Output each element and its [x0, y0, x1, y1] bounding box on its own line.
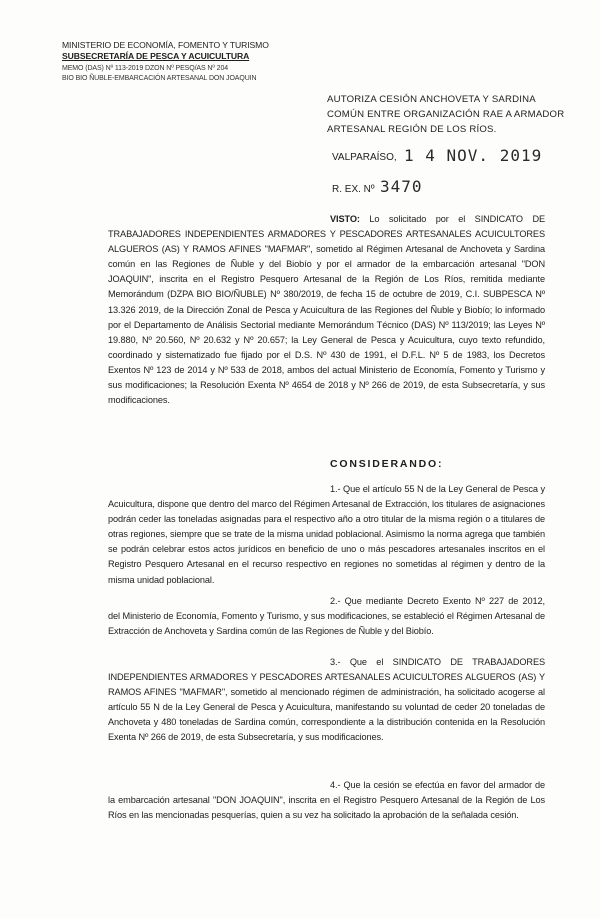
resolution-label: R. EX. Nº — [332, 184, 375, 195]
date-stamp: 1 4 NOV. 2019 — [404, 146, 543, 165]
visto-paragraph — [108, 212, 545, 408]
memo-reference: MEMO (DAS) Nº 113-2019 DZON Nº PESQ/AS Nº 204 — [62, 65, 229, 72]
page-footer-edge — [0, 908, 600, 918]
considerando-item-3: 3.- Que el SINDICATO DE TRABAJADORES INDEPENDIENTES ARMADORES Y PESCADORES ARTESANALES ACUICULTORES ALGUEROS (AS) Y RAMOS AFINES "MAFMAR", sometido al mencionado régimen de administración, ha solicitado acogerse al artículo 55 N de la Ley General de Pesca y Acuicultura, manifestando su voluntad de ceder 20 toneladas de Anchoveta y 480 toneladas de Sardina común, correspondiente a la distribución contenida en la Resolución Exenta Nº 266 de 2019, de esta Subsecretaría, y sus modificaciones. — [108, 657, 545, 743]
considerando-item-4: 4.- Que la cesión se efectúa en favor del armador de la embarcación artesanal "DON JOAQUIN", inscrita en el Registro Pesquero Artesanal de la Región de Los Ríos en las mencionadas pesquerías, quien a su vez ha solicitado la aprobación de la señalada cesión. — [108, 780, 545, 821]
considerando-item-2: 2.- Que mediante Decreto Exento Nº 227 de 2012, del Ministerio de Economía, Fomento y Turismo, y sus modificaciones, se estableció el Régimen Artesanal de Extracción de Anchoveta y Sardina común de las Regiones de Ñuble y del Biobío. — [108, 596, 545, 637]
considerando-heading: CONSIDERANDO: — [330, 458, 444, 470]
resolution-subject: AUTORIZA CESIÓN ANCHOVETA Y SARDINA COMÚN ENTRE ORGANIZACIÓN RAE A ARMADOR ARTESANAL REGIÓN DE LOS RÍOS. — [327, 94, 565, 135]
subsecretaria-name: SUBSECRETARÍA DE PESCA Y ACUICULTURA — [62, 51, 250, 61]
visto-text: Lo solicitado por el SINDICATO DE TRABAJADORES INDEPENDIENTES ARMADORES Y PESCADORES ARTESANALES ACUICULTORES ALGUEROS (AS) Y RAMOS AFINES "MAFMAR", sometido al Régimen Artesanal de Anchoveta y Sardina común en las Regiones de Ñuble y del Biobío y por el armador de la embarcación artesanal "DON JOAQUIN", inscrita en el Registro Pesquero Artesanal de la Región de Los Ríos, remitida mediante Memorándum (DZPA BIO BIO/ÑUBLE) Nº 380/2019, de fecha 15 de octubre de 2019, C.I. SUBPESCA Nº 13.326 2019, de la Dirección Zonal de Pesca y Acuicultura de las Regiones del Ñuble y Biobío; lo informado por el Departamento de Análisis Sectorial mediante Memorándum Técnico (DAS) Nº 113/2019; las Leyes Nº 19.880, Nº 20.560, Nº 20.632 y Nº 20.657; la Ley General de Pesca y Acuicultura, cuyo texto refundido, coordinado y sistematizado fue fijado por el D.S. Nº 430 de 1991, el D.F.L. Nº 5 de 1983, los Decretos Exentos Nº 123 de 2014 y Nº 533 de 2018, ambos del actual Ministerio de Economía, Fomento y Turismo y sus modificaciones; la Resolución Exenta Nº 4654 de 2018 y Nº 266 de 2019, de esta Subsecretaría, y sus modificaciones. — [108, 214, 546, 406]
resolution-number: 3470 — [380, 177, 423, 196]
visto-label: VISTO: — [330, 214, 360, 224]
ministry-name: MINISTERIO DE ECONOMÍA, FOMENTO Y TURISMO — [62, 40, 269, 50]
file-reference: BIO BIO ÑUBLE-EMBARCACIÓN ARTESANAL DON JOAQUIN — [62, 75, 257, 82]
considerando-item-1: 1.- Que el artículo 55 N de la Ley General de Pesca y Acuicultura, dispone que dentro del marco del Régimen Artesanal de Extracción, los titulares de asignaciones podrán ceder las toneladas asignadas para el respectivo año a otro titular de la misma región o a titulares de otras regiones, siempre que se trate de la misma unidad poblacional. Asimismo la norma agrega que también se podrán celebrar estos actos jurídicos en beneficio de uno o más pescadores artesanales inscritos en el Registro Pesquero Artesanal en el recurso respectivo en regiones no sometidas al régimen y dentro de la misma unidad poblacional. — [108, 484, 545, 585]
place-label: VALPARAÍSO, — [332, 152, 397, 163]
